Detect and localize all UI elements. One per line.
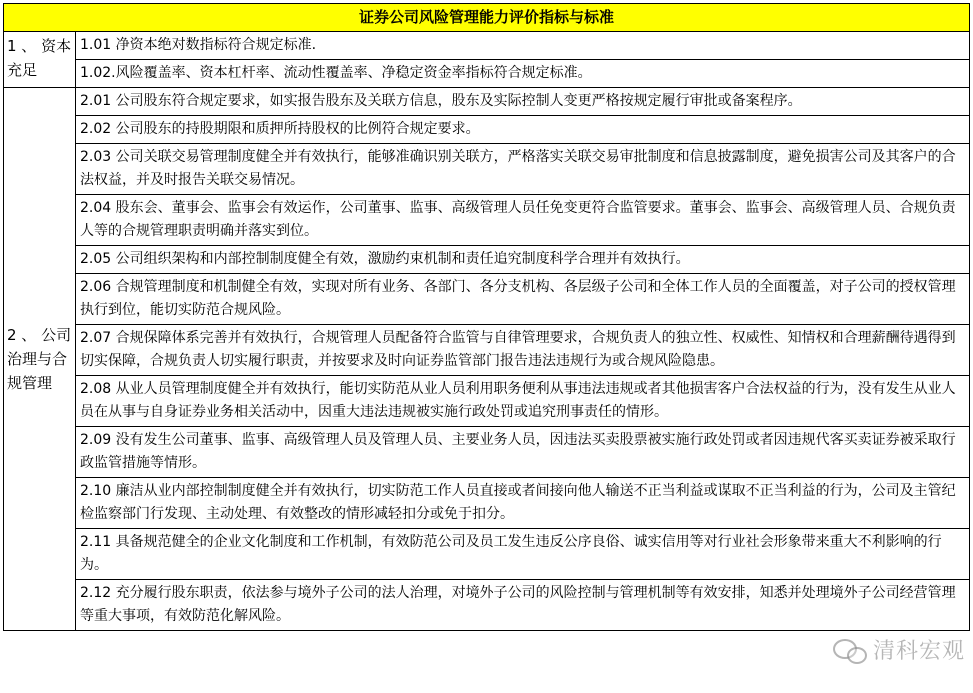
item-2-02: 2.02 公司股东的持股期限和质押所持股权的比例符合规定要求。 bbox=[76, 116, 970, 144]
table-row bbox=[4, 580, 970, 631]
table-row bbox=[4, 325, 970, 376]
table-row bbox=[4, 529, 970, 580]
wechat-icon bbox=[833, 637, 867, 663]
category-capital: 1 、 资本充足 bbox=[4, 32, 76, 88]
table-row bbox=[4, 116, 970, 144]
item-2-01: 2.01 公司股东符合规定要求，如实报告股东及关联方信息，股东及实际控制人变更严格按规定履行审批或备案程序。 bbox=[76, 88, 970, 116]
item-2-06: 2.06 合规管理制度和机制健全有效，实现对所有业务、各部门、各分支机构、各层级子公司和全体工作人员的全面覆盖，对子公司的授权管理执行到位，能切实防范合规风险。 bbox=[76, 274, 970, 325]
item-2-05: 2.05 公司组织架构和内部控制制度健全有效，激励约束机制和责任追究制度科学合理并有效执行。 bbox=[76, 246, 970, 274]
item-2-08: 2.08 从业人员管理制度健全并有效执行，能切实防范从业人员利用职务便利从事违法违规或者其他损害客户合法权益的行为，没有发生从业人员在从事与自身证券业务相关活动中，因重大违法违规被实施行政处罚或追究刑事责任的情形。 bbox=[76, 376, 970, 427]
table-row bbox=[4, 32, 970, 60]
evaluation-table bbox=[3, 3, 970, 631]
watermark bbox=[833, 634, 965, 665]
table-row bbox=[4, 144, 970, 195]
table-row bbox=[4, 427, 970, 478]
item-2-11: 2.11 具备规范健全的企业文化制度和工作机制，有效防范公司及员工发生违反公序良俗、诚实信用等对行业社会形象带来重大不利影响的行为。 bbox=[76, 529, 970, 580]
header-row bbox=[4, 4, 970, 32]
item-2-03: 2.03 公司关联交易管理制度健全并有效执行，能够准确识别关联方，严格落实关联交易审批制度和信息披露制度，避免损害公司及其客户的合法权益，并及时报告关联交易情况。 bbox=[76, 144, 970, 195]
watermark-text: 清科宏观 bbox=[872, 639, 965, 664]
item-2-07: 2.07 合规保障体系完善并有效执行，合规管理人员配备符合监管与自律管理要求，合规负责人的独立性、权威性、知情权和合理薪酬待遇得到切实保障，合规负责人切实履行职责，并按要求及时向证券监管部门报告违法违规行为或合规风险隐患。 bbox=[76, 325, 970, 376]
category-governance: 2 、 公司治理与合规管理 bbox=[4, 88, 76, 631]
item-1-02: 1.02.风险覆盖率、资本杠杆率、流动性覆盖率、净稳定资金率指标符合规定标准。 bbox=[76, 60, 970, 88]
table-title: 证券公司风险管理能力评价指标与标准 bbox=[4, 4, 970, 32]
table-row bbox=[4, 88, 970, 116]
table-row bbox=[4, 274, 970, 325]
table-row bbox=[4, 478, 970, 529]
item-2-04: 2.04 股东会、董事会、监事会有效运作，公司董事、监事、高级管理人员任免变更符合监管要求。董事会、监事会、高级管理人员、合规负责人等的合规管理职责明确并落实到位。 bbox=[76, 195, 970, 246]
table-row bbox=[4, 376, 970, 427]
table-row bbox=[4, 60, 970, 88]
table-row bbox=[4, 246, 970, 274]
item-2-09: 2.09 没有发生公司董事、监事、高级管理人员及管理人员、主要业务人员，因违法买卖股票被实施行政处罚或者因违规代客买卖证券被采取行政监管措施等情形。 bbox=[76, 427, 970, 478]
item-2-12: 2.12 充分履行股东职责，依法参与境外子公司的法人治理，对境外子公司的风险控制与管理机制等有效安排，知悉并处理境外子公司经营管理等重大事项，有效防范化解风险。 bbox=[76, 580, 970, 631]
item-1-01: 1.01 净资本绝对数指标符合规定标准. bbox=[76, 32, 970, 60]
table-row bbox=[4, 195, 970, 246]
item-2-10: 2.10 廉洁从业内部控制制度健全并有效执行，切实防范工作人员直接或者间接向他人输送不正当利益或谋取不正当利益的行为，公司及主管纪检监察部门行发现、主动处理、有效整改的情形减轻扣分或免于扣分。 bbox=[76, 478, 970, 529]
